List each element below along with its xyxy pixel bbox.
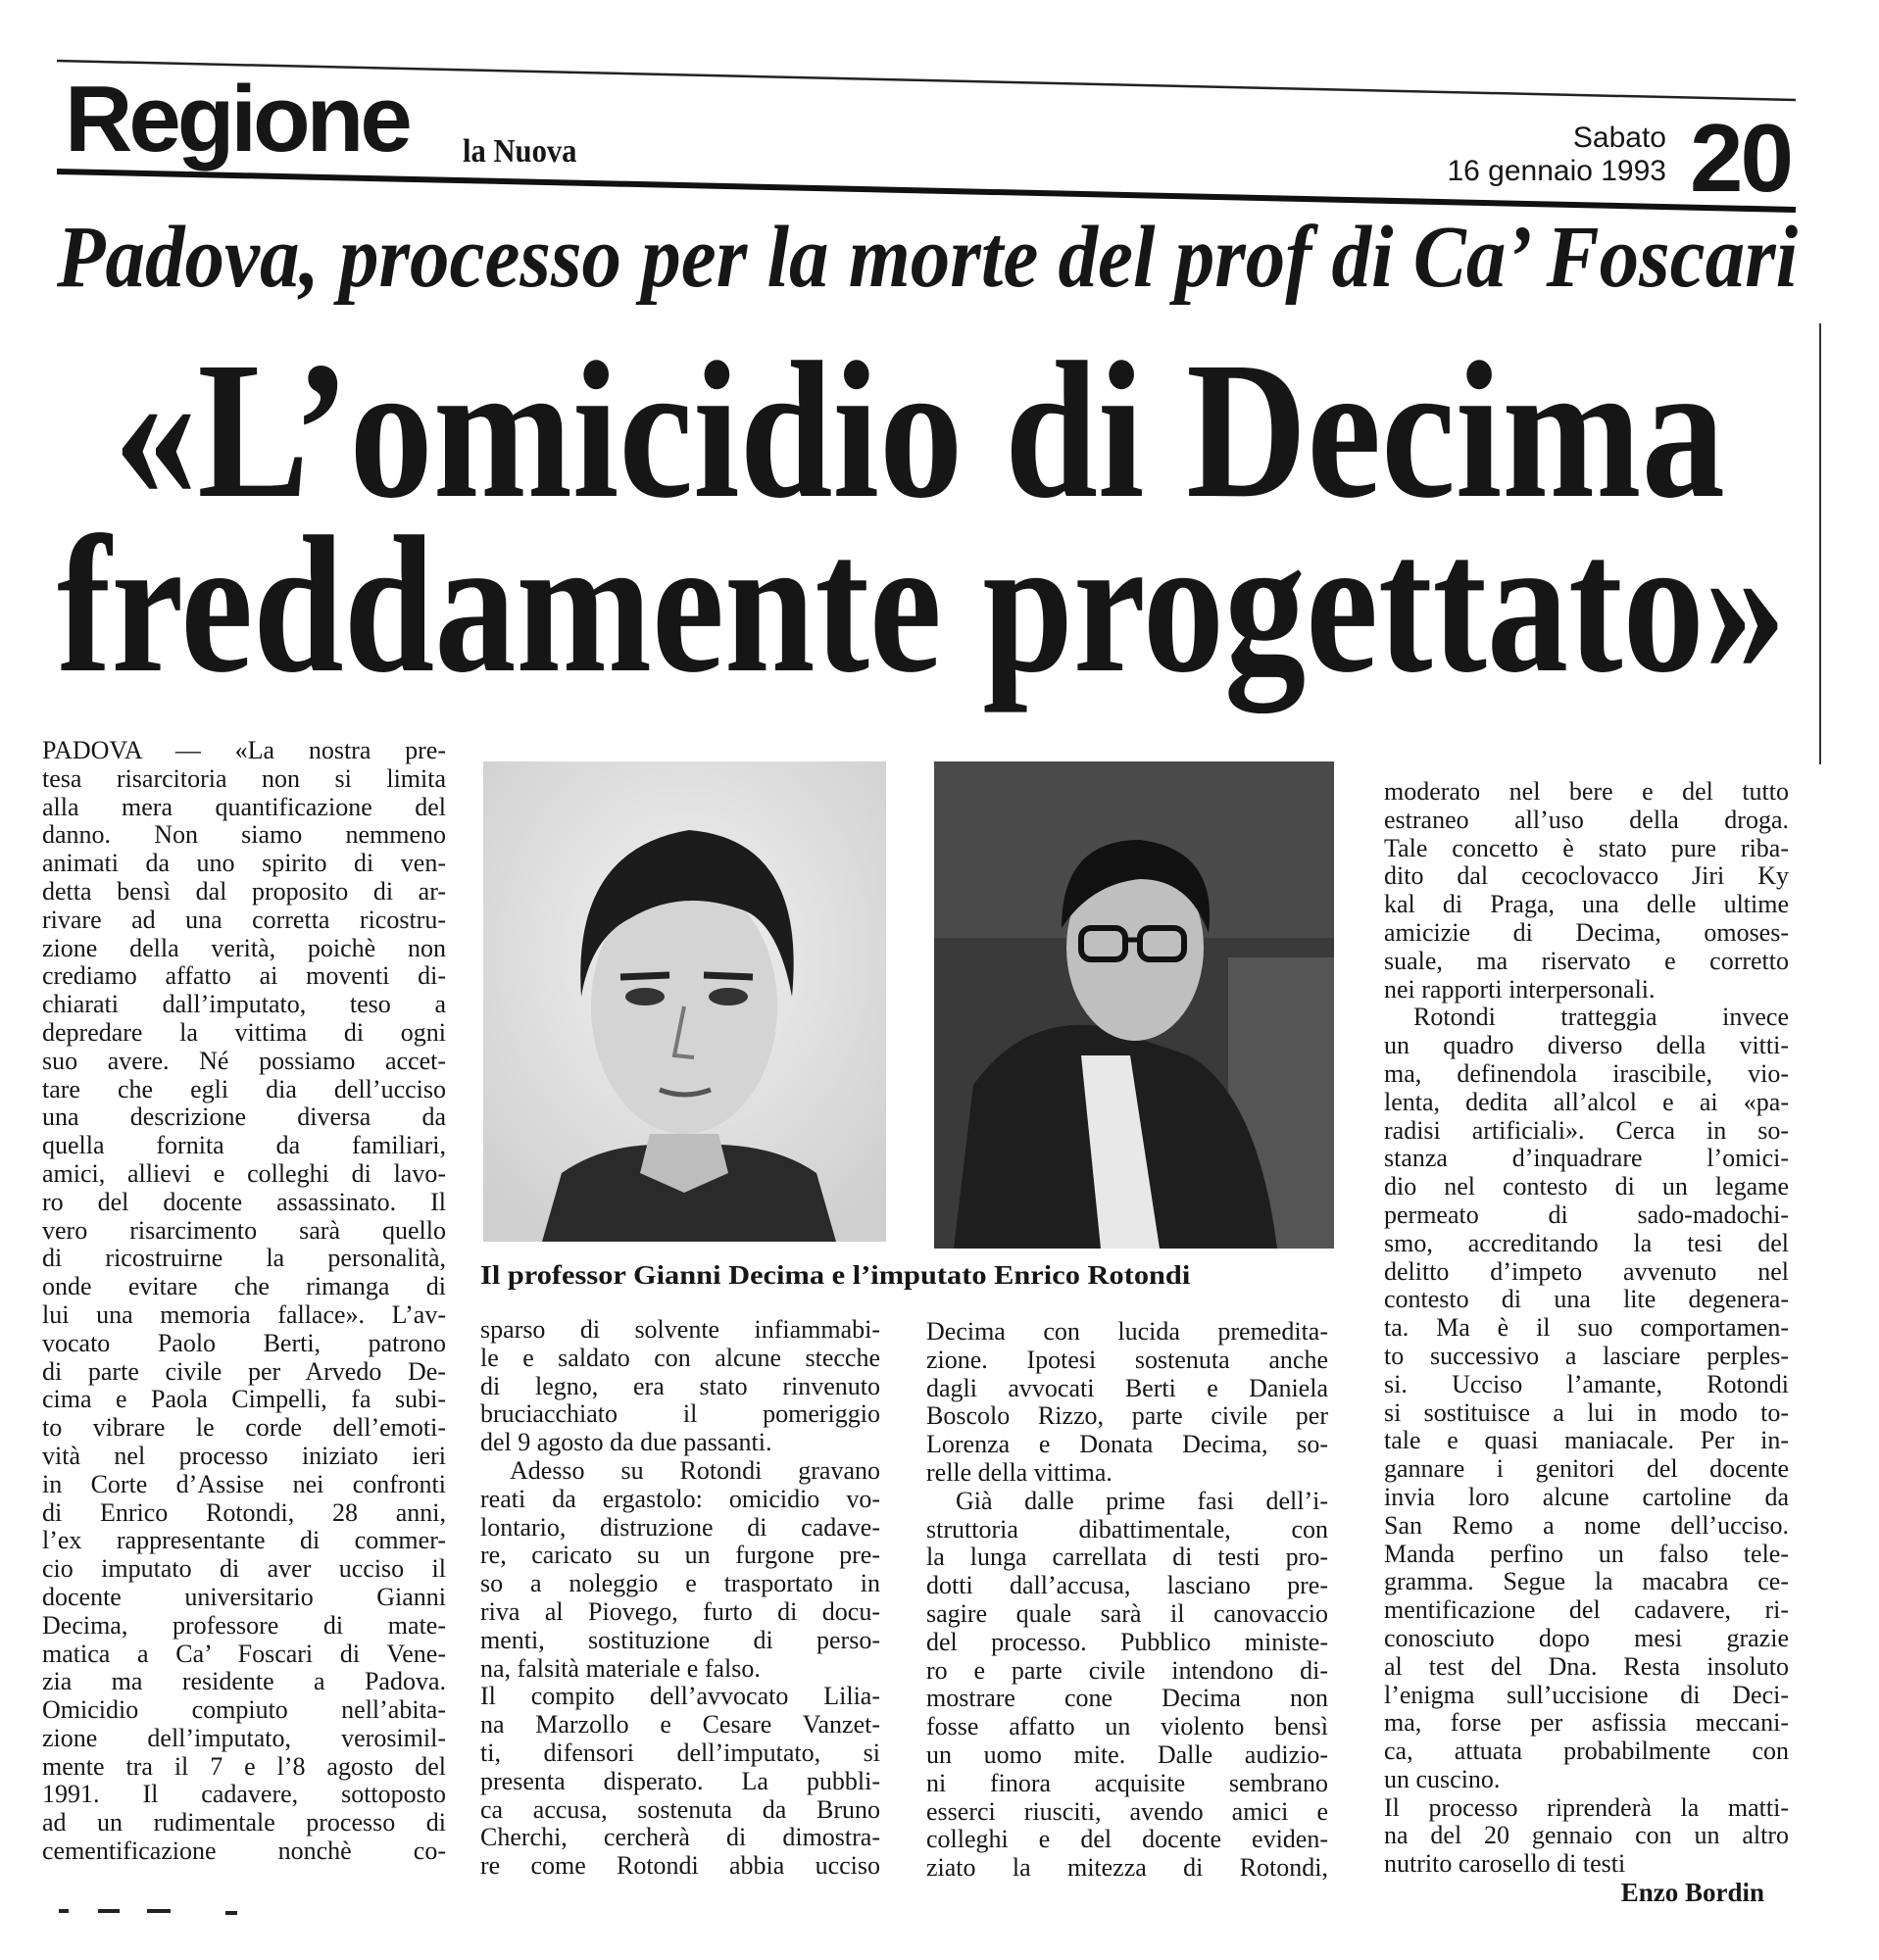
text-line: in Corte d’Assise nei confronti [42,1469,446,1498]
text-line: lui una memoria fallace». L’av- [42,1299,446,1329]
text-line: contesto di una lite degenera- [1384,1285,1789,1314]
text-line: na del 20 gennaio con un altro [1384,1821,1789,1850]
article-column-3 [926,1318,1328,1883]
text-line: 1991. Il cadavere, sottoposto [42,1780,446,1809]
text-line: delitto d’impeto avvenuto nel [1384,1256,1789,1286]
text-line: conosciuto dopo mesi grazie [1384,1623,1789,1652]
text-line: Boscolo Rizzo, parte civile per [926,1401,1328,1431]
text-line: zia ma residente a Padova. [42,1667,446,1696]
article-column-2 [480,1316,880,1881]
text-line: stanza d’inquadrare l’omici- [1384,1144,1789,1173]
text-line: si sostituisce a lui in modo to- [1384,1397,1789,1427]
text-line: del processo. Pubblico ministe- [926,1627,1328,1656]
page-number: 20 [1690,104,1792,212]
text-line: colleghi e del docente eviden- [926,1825,1328,1854]
text-line: reati da ergastolo: omicidio vo- [480,1484,880,1513]
text-line: chiarati dall’imputato, teso a [42,990,446,1019]
print-speck [59,1909,69,1913]
text-line: l’enigma sull’uccisione di Deci- [1384,1680,1789,1709]
text-line: smo, accreditando la tesi del [1384,1228,1789,1257]
text-line: l’ex rappresentante di commer- [42,1526,446,1555]
text-line: menti, sostituzione di perso- [480,1625,880,1654]
text-line: gramma. Segue la macabra ce- [1384,1567,1789,1596]
text-line: ro del docente assassinato. Il [42,1187,446,1216]
text-line: docente universitario Gianni [42,1582,446,1611]
text-line: sagire quale sarà il canovaccio [926,1598,1328,1628]
text-line: mente tra il 7 e l’8 agosto del [42,1751,446,1781]
text-line: cio imputato di aver ucciso il [42,1554,446,1584]
text-line: matica a Ca’ Foscari di Vene- [42,1639,446,1668]
text-line: le e saldato con alcune stecche [480,1343,880,1372]
text-line: danno. Non siamo nemmeno [42,820,446,850]
newspaper-name: la Nuova [463,133,577,170]
text-line: si. Ucciso l’amante, Rotondi [1384,1369,1789,1398]
text-line: del 9 agosto da due passanti. [480,1428,772,1457]
text-line: depredare la vittima di ogni [42,1017,446,1047]
text-line: bruciacchiato il pomeriggio [480,1399,880,1429]
issue-date: 16 gennaio 1993 [1447,155,1666,187]
text-line: amicizie di Decima, omoses- [1384,917,1789,947]
text-line: Adesso su Rotondi gravano [510,1455,880,1485]
print-speck [98,1909,120,1913]
text-line: kal di Praga, una delle ultime [1384,890,1789,919]
issue-day: Sabato [1572,122,1666,154]
text-line: moderato nel bere e del tutto [1384,777,1789,806]
author-byline: Enzo Bordin [1620,1878,1764,1907]
text-line: Tale concetto è stato pure riba- [1384,833,1789,862]
text-line: Il compito dell’avvocato Lilia- [480,1682,880,1711]
text-line: di Enrico Rotondi, 28 anni, [42,1497,446,1527]
text-line: Cherchi, cercherà di dimostra- [480,1823,880,1852]
text-line: Manda perfino un falso tele- [1384,1539,1789,1568]
text-line: suale, ma riservato e corretto [1384,946,1789,975]
text-line: di parte civile per Arvedo De- [42,1356,446,1386]
text-line: ro e parte civile intendono di- [926,1655,1328,1685]
text-line: invia loro alcune cartoline da [1384,1482,1789,1511]
text-line: ca, attuata probabilmente con [1384,1737,1789,1766]
text-line: esserci riusciti, avendo amici e [926,1796,1328,1826]
text-line: un quadro diverso della vitti- [1384,1031,1789,1060]
text-line: un cuscino. [1384,1764,1501,1793]
text-line: na Marzollo e Cesare Vanzet- [480,1710,880,1740]
text-line: lenta, dedita all’alcol e ai «pa- [1384,1087,1789,1116]
text-line: Rotondi tratteggia invece [1413,1003,1789,1032]
text-line: dito dal cecoclovacco Jiri Ky [1384,861,1789,891]
print-speck [147,1909,171,1913]
text-line: re, caricato su un furgone pre- [480,1541,880,1570]
section-title: Regione [65,67,409,172]
text-line: ad un rudimentale processo di [42,1808,446,1838]
photo-enrico-rotondi [934,761,1334,1249]
text-line: nei rapporti interpersonali. [1384,974,1656,1004]
text-line: animati da uno spirito di ven- [42,849,446,878]
text-line: amici, allievi e colleghi di lavo- [42,1158,446,1188]
kicker-headline: Padova, processo per la morte del prof di Ca’ Foscari [57,209,1799,306]
text-line: alla mera quantificazione del [42,792,446,821]
text-line: Decima con lucida premedita- [926,1317,1328,1346]
text-line: di legno, era stato rinvenuto [480,1371,880,1400]
headline-line-2: freddamente progettato» [57,497,1786,713]
text-line: gannare i genitori del docente [1384,1454,1789,1484]
text-line: re come Rotondi abbia ucciso [480,1851,880,1881]
text-line: ca accusa, sostenuta da Bruno [480,1794,880,1824]
text-line: na, falsità materiale e falso. [480,1653,761,1683]
text-line: tesa risarcitoria non si limita [42,763,446,793]
photo-caption: Il professor Gianni Decima e l’imputato Enrico Rotondi [480,1260,1191,1290]
text-line: San Remo a nome dell’ucciso. [1384,1510,1789,1540]
text-line: suo avere. Né possiamo accet- [42,1046,446,1075]
text-line: mentificazione del cadavere, ri- [1384,1595,1789,1625]
headline-line-1: «L’omicidio di Decima [114,322,1725,539]
text-line: ni finora acquisite sembrano [926,1768,1328,1797]
text-line: presenta disperato. La pubbli- [480,1766,880,1795]
text-line: struttoria dibattimentale, con [926,1514,1328,1544]
text-line: so a noleggio e trasportato in [480,1569,880,1598]
photo-gianni-decima [483,761,886,1242]
text-line: to vibrare le corde dell’emoti- [42,1413,446,1443]
text-line: un uomo mite. Dalle audizio- [926,1740,1328,1769]
text-line: cementificazione nonchè co- [42,1837,446,1866]
text-line: fosse affatto un violento bensì [926,1712,1328,1741]
text-line: tale e quasi maniacale. Per in- [1384,1426,1789,1455]
text-line: relle della vittima. [926,1457,1113,1487]
text-line: onde evitare che rimanga di [42,1272,446,1301]
text-line: quella fornita da familiari, [42,1131,446,1160]
text-line: dagli avvocati Berti e Daniela [926,1373,1328,1402]
article-column-1 [42,737,446,1866]
text-line: di ricostruirne la personalità, [42,1244,446,1273]
text-line: crediamo affatto ai moventi di- [42,961,446,991]
text-line: permeato di sado-madochi- [1384,1200,1789,1229]
text-line: radisi artificiali». Cerca in so- [1384,1115,1789,1145]
text-line: estraneo all’uso della droga. [1384,805,1789,834]
text-line: nutrito carosello di testi [1384,1849,1626,1879]
text-line: al test del Dna. Resta insoluto [1384,1651,1789,1681]
text-line: mostrare cone Decima non [926,1684,1328,1713]
text-line: dotti dall’accusa, lasciano pre- [926,1571,1328,1600]
text-line: rivare ad una corretta ricostru- [42,905,446,934]
text-line: riva al Piovego, furto di docu- [480,1596,880,1626]
text-line: Già dalle prime fasi dell’i- [956,1486,1328,1515]
text-line: vocato Paolo Berti, patrono [42,1328,446,1357]
text-line: dio nel contesto di un legame [1384,1172,1789,1201]
text-line: vero risarcimento sarà quello [42,1215,446,1245]
text-line: Omicidio compiuto nell’abita- [42,1695,446,1725]
text-line: Decima, professore di mate- [42,1610,446,1640]
text-line: tare che egli dia dell’ucciso [42,1074,446,1103]
text-line: ti, difensori dell’imputato, si [480,1738,880,1767]
text-line: una descrizione diversa da [42,1102,446,1132]
print-speck [225,1911,237,1915]
text-line: lontario, distruzione di cadave- [480,1512,880,1542]
column-rule [1819,323,1821,764]
text-line: cima e Paola Cimpelli, fa subi- [42,1385,446,1414]
text-line: PADOVA — «La nostra pre- [42,736,446,764]
article-column-4 [1384,778,1789,1879]
text-line: ma, forse per asfissia meccani- [1384,1708,1789,1738]
text-line: ma, definendola irascibile, vio- [1384,1058,1789,1088]
text-line: zione della verità, poichè non [42,933,446,962]
text-line: zione dell’imputato, verosimil- [42,1723,446,1752]
text-line: detta bensì dal proposito di ar- [42,876,446,906]
text-line: Lorenza e Donata Decima, so- [926,1430,1328,1459]
text-line: zione. Ipotesi sostenuta anche [926,1345,1328,1374]
text-line: to successivo a lasciare perples- [1384,1341,1789,1370]
text-line: vità nel processo iniziato ieri [42,1441,446,1470]
text-line: sparso di solvente infiammabi- [480,1315,880,1344]
text-line: ziato la mitezza di Rotondi, [926,1853,1328,1883]
text-line: ta. Ma è il suo comportamen- [1384,1313,1789,1343]
text-line: Il processo riprenderà la matti- [1384,1792,1789,1822]
text-line: la lunga carrellata di testi pro- [926,1543,1328,1572]
